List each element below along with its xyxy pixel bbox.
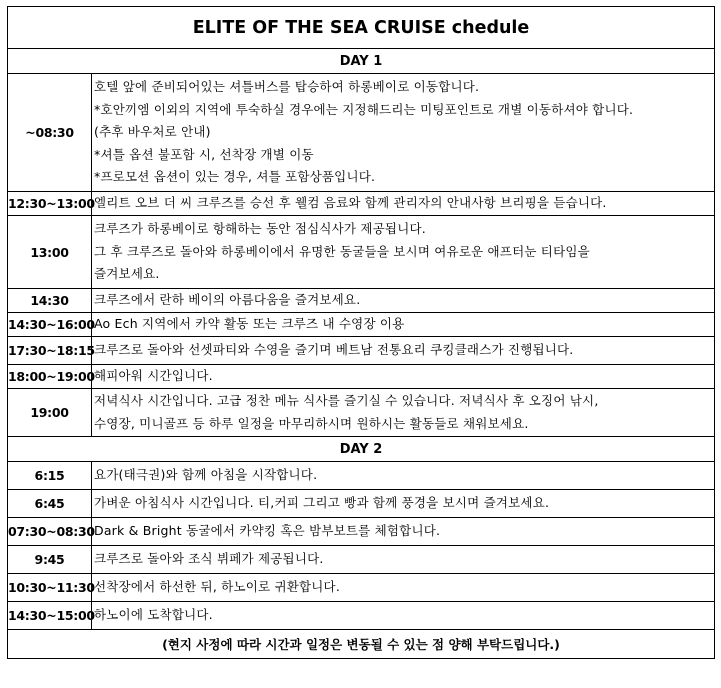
description-line: 선착장에서 하선한 뒤, 하노이로 귀환합니다. — [94, 579, 340, 595]
description-cell — [92, 546, 715, 574]
schedule-title: ELITE OF THE SEA CRUISE chedule — [8, 7, 715, 49]
description-cell — [92, 462, 715, 490]
day-header-row — [8, 437, 715, 462]
description-line: 저녁식사 시간입니다. 고급 정찬 메뉴 식사를 즐기실 수 있습니다. 저녁식사 후 오징어 낚시, — [94, 393, 599, 408]
cruise-schedule-table — [7, 6, 715, 659]
day-label: DAY 1 — [8, 49, 715, 74]
description-line: 호텔 앞에 준비되어있는 셔틀버스를 탑승하여 하롱베이로 이동합니다. — [94, 79, 480, 95]
description-cell — [92, 490, 715, 518]
time-cell: 10:30~11:30 — [8, 574, 92, 602]
description-line: 수영장, 미니골프 등 하루 일정을 마무리하시며 원하시는 활동들로 채워보세요. — [94, 415, 529, 431]
schedule-row — [8, 546, 715, 574]
description-line: (추후 바우처로 안내) — [94, 124, 211, 140]
schedule-row — [8, 216, 715, 289]
time-cell: 6:15 — [8, 462, 92, 490]
time-cell: 6:45 — [8, 490, 92, 518]
description-line: 크루즈로 돌아와 선셋파티와 수영을 즐기며 베트남 전통요리 쿠킹클래스가 진행됩니다. — [94, 342, 574, 358]
description-cell — [92, 192, 715, 216]
description-line: 하노이에 도착합니다. — [94, 607, 213, 623]
time-cell: 12:30~13:00 — [8, 192, 92, 216]
schedule-row — [8, 313, 715, 337]
description-line: 해피아워 시간입니다. — [94, 368, 213, 384]
day-label: DAY 2 — [8, 437, 715, 462]
description-cell — [92, 216, 715, 289]
description-line: *셔틀 옵션 불포함 시, 선착장 개별 이동 — [94, 146, 314, 162]
description-line: Dark & Bright 동굴에서 카약킹 혹은 밤부보트를 체험합니다. — [94, 523, 441, 539]
schedule-row — [8, 337, 715, 365]
description-cell — [92, 602, 715, 630]
schedule-row — [8, 574, 715, 602]
time-cell: 18:00~19:00 — [8, 365, 92, 389]
description-line: 크루즈로 돌아와 조식 뷔페가 제공됩니다. — [94, 551, 324, 567]
description-cell — [92, 289, 715, 313]
description-line: 크루즈에서 란하 베이의 아름다움을 즐겨보세요. — [94, 292, 361, 308]
description-line: *호안끼엠 이외의 지역에 투숙하실 경우에는 지정해드리는 미팅포인트로 개별 이동하셔야 합니다. — [94, 101, 634, 117]
time-cell: 14:30 — [8, 289, 92, 313]
time-cell: 13:00 — [8, 216, 92, 289]
description-cell — [92, 365, 715, 389]
time-cell: 19:00 — [8, 389, 92, 437]
schedule-row — [8, 389, 715, 437]
time-cell: ~08:30 — [8, 74, 92, 192]
schedule-note: (현지 사정에 따라 시간과 일정은 변동될 수 있는 점 양해 부탁드립니다.) — [8, 630, 715, 659]
description-cell — [92, 337, 715, 365]
description-cell — [92, 389, 715, 437]
schedule-row — [8, 365, 715, 389]
description-cell — [92, 574, 715, 602]
schedule-row — [8, 602, 715, 630]
time-cell: 17:30~18:15 — [8, 337, 92, 365]
description-line: *프로모션 옵션이 있는 경우, 셔틀 포함상품입니다. — [94, 169, 376, 185]
schedule-row — [8, 74, 715, 192]
day-header-row — [8, 49, 715, 74]
schedule-row — [8, 490, 715, 518]
schedule-row — [8, 289, 715, 313]
schedule-row — [8, 518, 715, 546]
schedule-row — [8, 192, 715, 216]
description-cell — [92, 313, 715, 337]
description-line: 가벼운 아침식사 시간입니다. 티,커피 그리고 빵과 함께 풍경을 보시며 즐겨보세요. — [94, 495, 550, 511]
schedule-body — [8, 7, 715, 659]
description-line: 즐겨보세요. — [94, 266, 160, 282]
time-cell: 07:30~08:30 — [8, 518, 92, 546]
description-line: 엘리트 오브 더 씨 크루즈를 승선 후 웰컴 음료와 함께 관리자의 안내사항 브리핑을 듣습니다. — [94, 195, 607, 211]
description-cell — [92, 74, 715, 192]
time-cell: 14:30~15:00 — [8, 602, 92, 630]
description-cell — [92, 518, 715, 546]
time-cell: 9:45 — [8, 546, 92, 574]
title-row — [8, 7, 715, 49]
note-row — [8, 630, 715, 659]
description-line: 요가(태극권)와 함께 아침을 시작합니다. — [94, 467, 318, 483]
description-line: 크루즈가 하롱베이로 항해하는 동안 점심식사가 제공됩니다. — [94, 221, 426, 237]
schedule-row — [8, 462, 715, 490]
time-cell: 14:30~16:00 — [8, 313, 92, 337]
description-line: Ao Ech 지역에서 카약 활동 또는 크루즈 내 수영장 이용 — [94, 316, 405, 332]
description-line: 그 후 크루즈로 돌아와 하롱베이에서 유명한 동굴들을 보시며 여유로운 애프터눈 티타임을 — [94, 243, 590, 259]
